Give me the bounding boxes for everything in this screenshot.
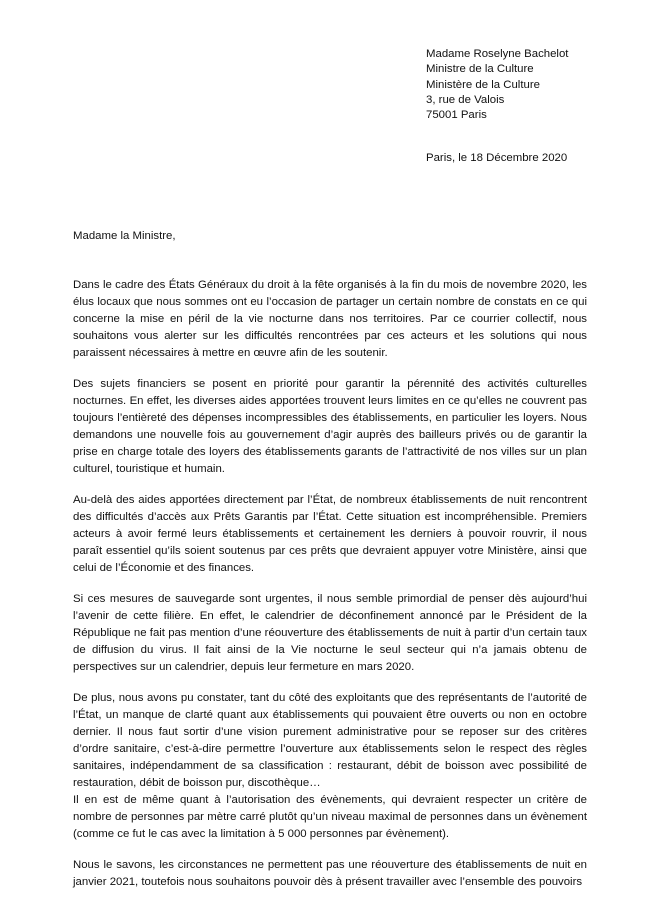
body-paragraph-5 <box>73 690 587 843</box>
body-paragraph-2: Des sujets financiers se posent en priorité pour garantir la pérennité des activités culturelles nocturnes. En effet, les diverses aides apportées trouvent leurs limites en ce qu’elles ne couvrent pas toujours l’entièreté des dépenses incompressibles des établissements, en particulier les loyers. Nous demandons une nouvelle fois au gouvernement d’agir auprès des bailleurs privés ou de garantir la prise en charge totale des loyers des établissements garants de l’attractivité de nos villes sur un plan culturel, touristique et humain. <box>73 378 587 475</box>
body-paragraph-3: Au-delà des aides apportées directement par l’État, de nombreux établissements de nuit rencontrent des difficultés d’accès aux Prêts Garantis par l’État. Cette situation est incompréhensible. Premiers acteurs à avoir fermé leurs établissements et certainement les derniers à pouvoir rouvrir, il nous paraît essentiel qu’ils soient soutenus par ces prêts que devraient appuyer votre Ministère, ainsi que celui de l’Économie et des finances. <box>73 494 587 574</box>
recipient-city: 75001 Paris <box>426 109 487 122</box>
body-paragraph-5-part-1: De plus, nous avons pu constater, tant du côté des exploitants que des représentants de l’autorité de l’État, un manque de clarté quant aux établissements qui pouvaient être ouverts ou non en octobre dernier. Il nous faut sortir d’une vision purement administrative pour se reposer sur des critères d’ordre sanitaire, c’est-à-dire permettre l’ouverture aux établissements selon le respect des règles sanitaires, indépendamment de sa classification : restaurant, débit de boisson avec possibilité de restauration, débit de boisson pur, discothèque… <box>73 692 587 789</box>
recipient-address <box>426 47 568 123</box>
recipient-street: 3, rue de Valois <box>426 93 505 106</box>
body-paragraph-5-part-2: Il en est de même quant à l’autorisation des évènements, qui devraient respecter un critère de nombre de personnes par mètre carré plutôt qu’un niveau maximal de personnes dans un évènement (comme ce fut le cas avec la limitation à 5 000 personnes par évènement). <box>73 794 587 840</box>
body-paragraph-1: Dans le cadre des États Généraux du droit à la fête organisés à la fin du mois de novembre 2020, les élus locaux que nous sommes ont eu l’occasion de partager un certain nombre de constats en ce qui concerne la mise en péril de la vie nocturne dans nos territoires. Par ce courrier collectif, nous souhaitons vous alerter sur les difficultés rencontrées par ces acteurs et les solutions qui nous paraissent nécessaires à mettre en œuvre afin de les soutenir. <box>73 279 587 359</box>
body-paragraph-4: Si ces mesures de sauvegarde sont urgentes, il nous semble primordial de penser dès aujourd’hui l’avenir de cette filière. En effet, le calendrier de déconfinement annoncé par le Président de la République ne fait pas mention d’une réouverture des établissements de nuit à partir d’un certain taux de diffusion du virus. Il fait ainsi de la Vie nocturne le seul secteur qui n’a jamais obtenu de perspectives sur un calendrier, depuis leur fermeture en mars 2020. <box>73 593 587 673</box>
recipient-name: Madame Roselyne Bachelot <box>426 48 569 60</box>
letter-body <box>73 277 587 905</box>
recipient-ministry: Ministère de la Culture <box>426 78 540 91</box>
date-line: Paris, le 18 Décembre 2020 <box>426 152 568 164</box>
salutation: Madame la Ministre, <box>73 230 176 242</box>
body-paragraph-6: Nous le savons, les circonstances ne permettent pas une réouverture des établissements de nuit en janvier 2021, toutefois nous souhaitons pouvoir dès à présent travailler avec l’ensemble des pouvoirs <box>73 859 587 888</box>
recipient-title: Ministre de la Culture <box>426 63 534 76</box>
